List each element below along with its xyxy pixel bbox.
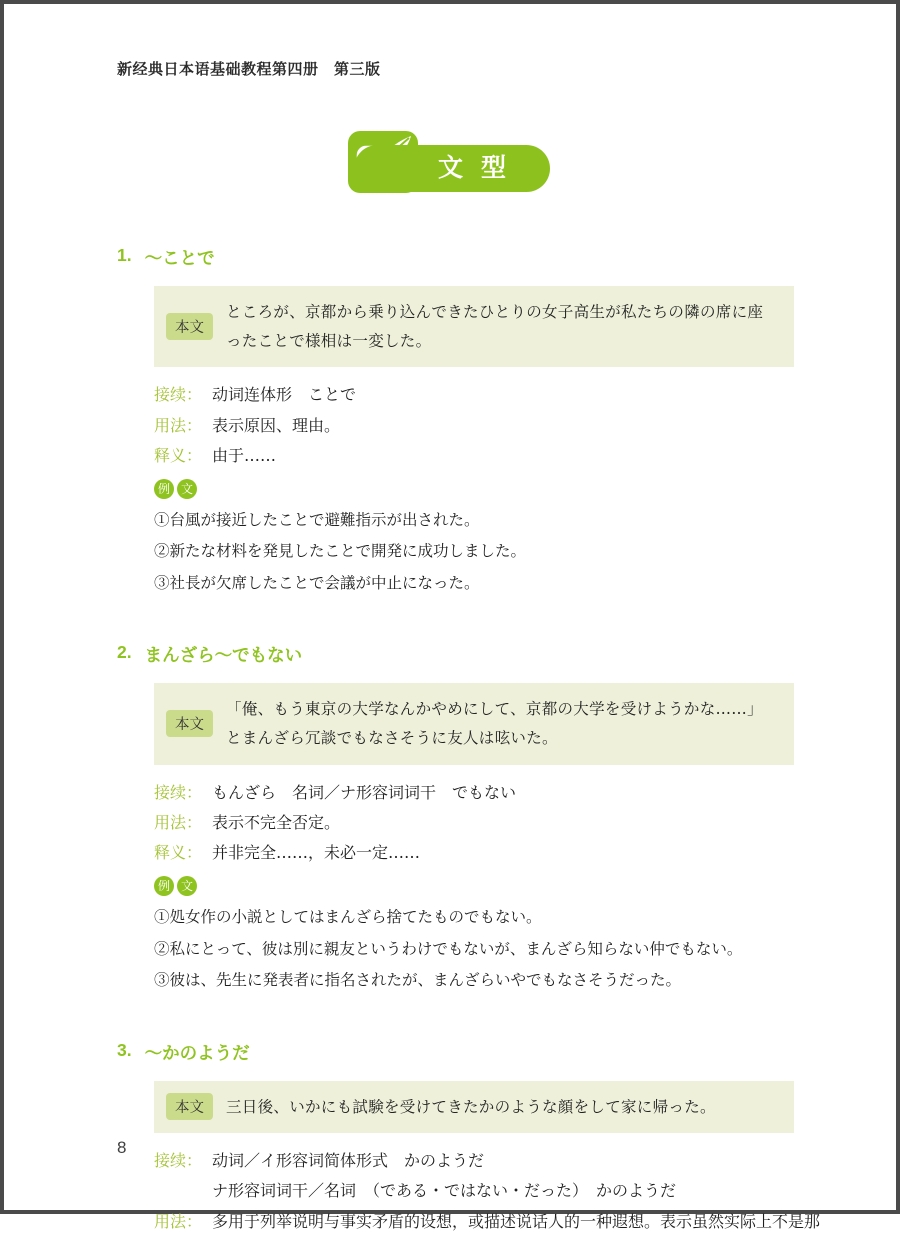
honbun-box — [154, 286, 794, 367]
yoho-line — [154, 1210, 871, 1233]
example-sentence: ②私にとって、彼は別に親友というわけでもないが、まんざら知らない仲でもない。 — [154, 939, 743, 958]
setsuzoku-label: 接续： — [154, 1151, 203, 1171]
shiyi-value: 由于…… — [212, 445, 277, 465]
reibun-badge — [154, 876, 871, 896]
rei-circle-icon: 例 — [154, 876, 174, 896]
setsuzoku-value: 动词／イ形容词简体形式 かのようだ — [212, 1151, 485, 1171]
bun-circle-icon: 文 — [177, 876, 197, 896]
honbun-text: 三日後、いかにも試験を受けてきたかのような顔をして家に帰った。 — [226, 1097, 716, 1116]
example-sentence: ②新たな材料を発見したことで開発に成功しました。 — [154, 542, 527, 561]
setsuzoku-continuation-line — [154, 1179, 871, 1202]
section-number: 1. — [117, 245, 132, 265]
honbun-label: 本文 — [166, 710, 213, 737]
setsuzoku-value-2: ナ形容词词干／名词 （である・ではない・だった） かのようだ — [212, 1181, 677, 1201]
page-number: 8 — [117, 1138, 127, 1157]
section-title: まんざら～でもない — [144, 645, 303, 666]
rei-circle-icon: 例 — [154, 479, 174, 499]
setsuzoku-value: 动词连体形 ことで — [212, 385, 357, 405]
bun-circle-icon: 文 — [177, 479, 197, 499]
bunkei-badge: 文型 — [354, 145, 550, 192]
yoho-value: 表示原因、理由。 — [212, 415, 341, 435]
section-heading — [117, 1040, 871, 1065]
honbun-box — [154, 1081, 794, 1134]
shiyi-label: 释义： — [154, 843, 203, 863]
page-content — [117, 245, 871, 1233]
shiyi-line — [154, 841, 871, 864]
setsuzoku-line — [154, 383, 871, 406]
shiyi-value: 并非完全……，未必一定…… — [212, 843, 421, 863]
example-sentence: ①処女作の小説としてはまんざら捨てたものでもない。 — [154, 908, 542, 927]
yoho-label: 用法： — [154, 812, 203, 832]
grammar-section-1 — [117, 245, 871, 594]
section-number: 3. — [117, 1039, 132, 1060]
setsuzoku-value: もんざら 名词／ナ形容词词干 でもない — [212, 782, 517, 802]
grammar-section-3 — [117, 1040, 871, 1233]
setsuzoku-label: 接续： — [154, 782, 203, 802]
yoho-line — [154, 811, 871, 834]
section-title: ～ことで — [144, 248, 215, 268]
shiyi-line — [154, 444, 871, 467]
example-sentence: ③社長が欠席したことで会議が中止になった。 — [154, 573, 480, 592]
setsuzoku-label: 接续： — [154, 385, 203, 405]
honbun-text: 「俺、もう東京の大学なんかやめにして、京都の大学を受けようかな……」とまんざら冗談でもなさそうに友人は呟いた。 — [226, 700, 763, 747]
setsuzoku-spacer — [154, 1179, 212, 1202]
setsuzoku-line — [154, 1149, 871, 1172]
yoho-label: 用法： — [154, 1211, 203, 1231]
yoho-value: 表示不完全否定。 — [212, 812, 341, 832]
section-heading — [117, 642, 871, 667]
section-heading — [117, 245, 871, 270]
honbun-text: ところが、京都から乗り込んできたひとりの女子高生が私たちの隣の席に座ったことで様相は一変した。 — [226, 303, 764, 350]
shiyi-label: 释义： — [154, 445, 203, 465]
example-sentence: ①台風が接近したことで避難指示が出された。 — [154, 510, 480, 529]
yoho-line — [154, 414, 871, 437]
section-title: ～かのようだ — [144, 1042, 250, 1063]
reibun-badge — [154, 479, 871, 499]
grammar-section-2 — [117, 642, 871, 991]
running-head: 新经典日本语基础教程第四册 第三版 — [117, 61, 381, 78]
honbun-label: 本文 — [166, 1093, 213, 1120]
setsuzoku-line — [154, 781, 871, 804]
example-sentence: ③彼は、先生に発表者に指名されたが、まんざらいやでもなさそうだった。 — [154, 971, 682, 990]
honbun-box — [154, 683, 794, 764]
section-number: 2. — [117, 642, 132, 663]
yoho-value: 多用于列举说明与事实矛盾的设想，或描述说话人的一种遐想。表示虽然实际上不是那 — [212, 1211, 821, 1231]
yoho-label: 用法： — [154, 415, 203, 435]
honbun-label: 本文 — [166, 313, 213, 340]
